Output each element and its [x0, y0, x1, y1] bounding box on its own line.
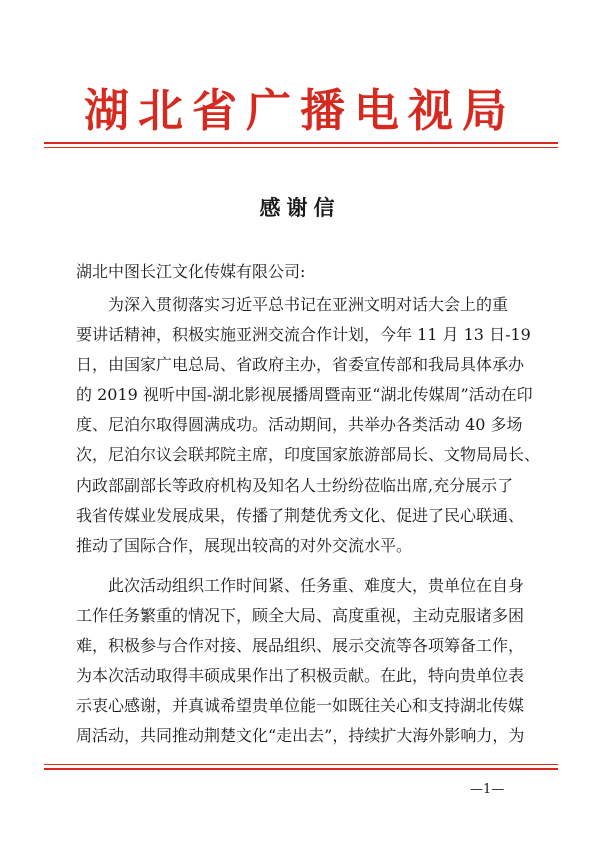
body-line: 度、尼泊尔取得圆满成功。活动期间，共举办各类活动 40 多场	[76, 415, 523, 434]
body-line: 推动了国际合作，展现出较高的对外交流水平。	[76, 536, 413, 555]
body-line: 要讲话精神，积极实施亚洲交流合作计划，今年 11 月 13 日-19	[76, 325, 531, 344]
body-line: 的 2019 视听中国-湖北影视展播周暨南亚“湖北传媒周”活动在印	[76, 385, 533, 404]
document-title: 感谢信	[259, 195, 341, 220]
body-line: 日，由国家广电总局、省政府主办，省委宣传部和我局具体承办	[76, 355, 525, 374]
letterhead-title: 湖北省广播电视局	[83, 84, 516, 137]
body-line: 难，积极参与合作对接、展品组织、展示交流等各项筹备工作，	[76, 636, 525, 655]
body-line: 我省传媒业发展成果，传播了荆楚优秀文化、促进了民心联通、	[76, 506, 525, 525]
body-line: 为本次活动取得丰硕成果作出了积极贡献。在此，特向贵单位表	[76, 666, 525, 685]
body-line: 次，尼泊尔议会联邦院主席，印度国家旅游部局长、文物局局长、	[76, 445, 541, 464]
body-line: 周活动，共同推动荆楚文化“走出去”，持续扩大海外影响力，为	[76, 726, 525, 745]
page-number: —1—	[470, 782, 505, 797]
body-line: 为深入贯彻落实习近平总书记在亚洲文明对话大会上的重	[108, 295, 509, 314]
footer-divider	[44, 764, 558, 770]
letterhead-divider	[44, 142, 558, 148]
body-line: 工作任务繁重的情况下，顾全大局、高度重视，主动克服诸多困	[76, 606, 525, 625]
body-line: 此次活动组织工作时间紧、任务重、难度大，贵单位在自身	[108, 576, 525, 595]
body-line: 示衷心感谢，并真诚希望贵单位能一如既往关心和支持湖北传媒	[76, 696, 525, 715]
salutation: 湖北中图长江文化传媒有限公司:	[76, 262, 306, 281]
body-line: 内政部副部长等政府机构及知名人士纷纷莅临出席,充分展示了	[76, 476, 514, 495]
